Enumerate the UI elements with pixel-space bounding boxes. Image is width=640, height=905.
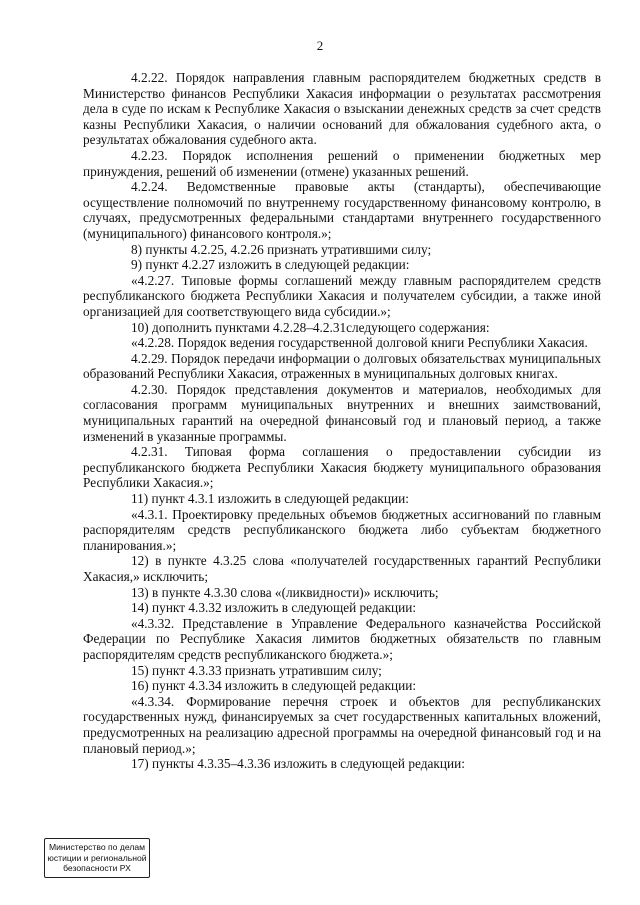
paragraph-4-3-34: «4.3.34. Формирование перечня строек и объектов для республиканских государственных нужд, финансируемых за счет государственных капитальных вложений, предусмотренных на реализацию адресной программы на очередной финансовый год и на плановый период.»; (83, 693, 601, 756)
paragraph-4-2-29: 4.2.29. Порядок передачи информации о долговых обязательствах муниципальных образований Республики Хакасия, отраженных в муниципальных долговых книгах. (83, 350, 601, 382)
stamp-line-3: безопасности РХ (63, 863, 131, 873)
paragraph-item-12: 12) в пункте 4.3.25 слова «получателей государственных гарантий Республики Хакасия,» исключить; (83, 553, 601, 584)
paragraph-4-2-31: 4.2.31. Типовая форма соглашения о предоставлении субсидии из республиканского бюджета Республики Хакасия бюджету муниципального образования Республики Хакасия.»; (83, 444, 601, 491)
paragraph-item-9: 9) пункт 4.2.27 изложить в следующей редакции: (131, 257, 410, 273)
paragraph-item-16: 16) пункт 4.3.34 изложить в следующей редакции: (131, 678, 417, 694)
paragraph-item-15: 15) пункт 4.3.33 признать утратившим силу; (131, 662, 382, 678)
paragraph-item-11: 11) пункт 4.3.1 изложить в следующей редакции: (131, 491, 409, 507)
paragraph-item-13: 13) в пункте 4.3.30 слова «(ликвидности)» исключить; (131, 584, 439, 600)
paragraph-4-2-27: «4.2.27. Типовые формы соглашений между главным распорядителем средств республиканского бюджета Республики Хакасия и получателем субсидии, а также иной организацией для соответствующего вида субсидии.»; (83, 272, 601, 319)
paragraph-4-2-28: «4.2.28. Порядок ведения государственной долговой книги Республики Хакасия. (131, 335, 588, 351)
paragraph-4-2-23: 4.2.23. Порядок исполнения решений о применении бюджетных мер принуждения, решений об изменении (отмене) указанных решений. (83, 147, 601, 179)
stamp-line-2: юстиции и региональной (47, 852, 147, 863)
paragraph-item-10: 10) дополнить пунктами 4.2.28–4.2.31следующего содержания: (131, 319, 490, 335)
page-number: 2 (316, 38, 324, 53)
paragraph-4-2-30: 4.2.30. Порядок представления документов и материалов, необходимых для согласования программ муниципальных внутренних и внешних заимствований, муниципальных гарантий на очередной финансовый год и плановый период, а также изменений в указанные программы. (83, 381, 601, 444)
paragraph-4-3-32: «4.3.32. Представление в Управление Федерального казначейства Российской Федерации по Республике Хакасия лимитов бюджетных обязательств по главным распорядителям средств республиканского бюджета.»; (83, 615, 601, 662)
paragraph-item-14: 14) пункт 4.3.32 изложить в следующей редакции: (131, 600, 417, 616)
paragraph-item-8: 8) пункты 4.2.25, 4.2.26 признать утратившими силу; (131, 241, 432, 257)
document-body (83, 70, 601, 772)
paragraph-4-2-24: 4.2.24. Ведомственные правовые акты (стандарты), обеспечивающие осуществление полномочий по внутреннему государственному финансовому контролю, в случаях, предусмотренных федеральными стандартами внутреннего государственного (муниципального) финансового контроля.»; (83, 179, 601, 241)
paragraph-item-17: 17) пункты 4.3.35–4.3.36 изложить в следующей редакции: (131, 756, 465, 772)
stamp-line-1: Министерство по делам (48, 842, 146, 852)
paragraph-4-3-1: «4.3.1. Проектировку предельных объемов бюджетных ассигнований по главным распорядителям средств республиканского бюджета либо субъектам бюджетного планирования.»; (83, 506, 601, 553)
ministry-stamp (44, 838, 150, 878)
paragraph-4-2-22: 4.2.22. Порядок направления главным распорядителем бюджетных средств в Министерство финансов Республики Хакасия информации о результатах рассмотрения дела в суде по искам к Республике Хакасия о взыскании денежных средств за счет средств казны Республики Хакасия, о наличии оснований для обжалования судебного акта, о результатах обжалования судебного акта. (83, 70, 601, 148)
